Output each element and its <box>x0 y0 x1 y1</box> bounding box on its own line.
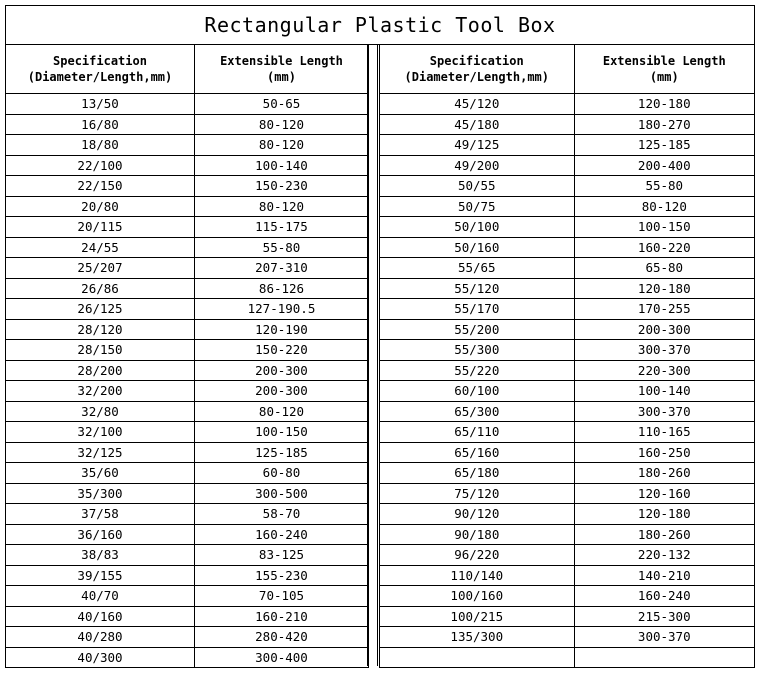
spec-cell: 36/160 <box>6 524 195 545</box>
length-cell: 300-370 <box>574 340 754 361</box>
table-row <box>6 524 369 545</box>
spec-cell: 50/55 <box>380 176 575 197</box>
table-row <box>380 135 755 156</box>
length-cell: 155-230 <box>195 565 369 586</box>
spec-cell: 28/120 <box>6 319 195 340</box>
table-row <box>6 278 369 299</box>
table-row <box>6 237 369 258</box>
length-cell: 83-125 <box>195 545 369 566</box>
spec-cell: 65/300 <box>380 401 575 422</box>
length-cell: 200-300 <box>195 360 369 381</box>
length-cell: 100-140 <box>574 381 754 402</box>
spec-cell: 35/60 <box>6 463 195 484</box>
table-row <box>380 340 755 361</box>
length-cell: 80-120 <box>195 401 369 422</box>
spec-cell: 49/125 <box>380 135 575 156</box>
length-cell: 200-400 <box>574 155 754 176</box>
table-row <box>6 586 369 607</box>
table-row <box>6 422 369 443</box>
table-row <box>6 606 369 627</box>
length-cell: 80-120 <box>195 135 369 156</box>
spec-cell: 60/100 <box>380 381 575 402</box>
spec-cell: 25/207 <box>6 258 195 279</box>
table-row <box>6 401 369 422</box>
spec-cell: 50/75 <box>380 196 575 217</box>
table-row <box>380 94 755 115</box>
spec-header: Specification (Diameter/Length,mm) <box>380 45 575 94</box>
table-row <box>380 319 755 340</box>
spec-cell: 90/120 <box>380 504 575 525</box>
length-cell: 300-370 <box>574 401 754 422</box>
table-row <box>380 360 755 381</box>
spec-cell: 55/220 <box>380 360 575 381</box>
left-spec-table <box>5 44 369 668</box>
table-row <box>380 524 755 545</box>
spec-cell: 40/70 <box>6 586 195 607</box>
spec-cell: 45/180 <box>380 114 575 135</box>
spec-cell: 28/150 <box>6 340 195 361</box>
table-row <box>380 401 755 422</box>
spec-cell: 65/160 <box>380 442 575 463</box>
length-cell: 55-80 <box>195 237 369 258</box>
spec-cell: 110/140 <box>380 565 575 586</box>
table-row <box>380 217 755 238</box>
spec-cell: 18/80 <box>6 135 195 156</box>
table-row <box>380 463 755 484</box>
spec-cell: 26/86 <box>6 278 195 299</box>
length-cell: 60-80 <box>195 463 369 484</box>
length-cell: 180-260 <box>574 463 754 484</box>
table-row <box>6 565 369 586</box>
table-row <box>380 606 755 627</box>
length-cell: 127-190.5 <box>195 299 369 320</box>
length-header: Extensible Length (mm) <box>574 45 754 94</box>
spec-cell: 26/125 <box>6 299 195 320</box>
spec-cell: 35/300 <box>6 483 195 504</box>
spec-cell: 38/83 <box>6 545 195 566</box>
length-header: Extensible Length (mm) <box>195 45 369 94</box>
table-row <box>6 319 369 340</box>
spec-cell <box>380 647 575 668</box>
spec-cell: 100/160 <box>380 586 575 607</box>
table-row <box>380 176 755 197</box>
table-row <box>6 442 369 463</box>
table-row <box>6 360 369 381</box>
spec-cell: 20/115 <box>6 217 195 238</box>
length-cell: 115-175 <box>195 217 369 238</box>
table-row <box>6 381 369 402</box>
length-cell: 50-65 <box>195 94 369 115</box>
table-row <box>380 114 755 135</box>
table-row <box>6 114 369 135</box>
length-cell: 215-300 <box>574 606 754 627</box>
table-row <box>380 381 755 402</box>
table-row <box>380 565 755 586</box>
length-cell: 150-220 <box>195 340 369 361</box>
table-row <box>380 196 755 217</box>
length-cell: 120-180 <box>574 504 754 525</box>
table-row <box>380 442 755 463</box>
length-cell: 160-210 <box>195 606 369 627</box>
spec-cell: 55/65 <box>380 258 575 279</box>
length-cell: 125-185 <box>574 135 754 156</box>
spec-cell: 55/170 <box>380 299 575 320</box>
right-spec-table <box>379 44 755 668</box>
table-row <box>6 647 369 668</box>
table-row <box>6 340 369 361</box>
spec-cell: 49/200 <box>380 155 575 176</box>
spec-header: Specification (Diameter/Length,mm) <box>6 45 195 94</box>
length-cell: 100-140 <box>195 155 369 176</box>
table-row <box>6 463 369 484</box>
length-cell: 160-250 <box>574 442 754 463</box>
length-cell: 170-255 <box>574 299 754 320</box>
spec-cell: 32/125 <box>6 442 195 463</box>
length-cell: 80-120 <box>574 196 754 217</box>
spec-cell: 55/120 <box>380 278 575 299</box>
length-cell: 100-150 <box>574 217 754 238</box>
length-cell: 125-185 <box>195 442 369 463</box>
length-cell: 140-210 <box>574 565 754 586</box>
length-cell: 120-160 <box>574 483 754 504</box>
length-cell: 80-120 <box>195 196 369 217</box>
length-cell: 160-240 <box>574 586 754 607</box>
table-row <box>6 627 369 648</box>
left-header-row <box>6 45 369 94</box>
table-row <box>380 586 755 607</box>
spec-cell: 90/180 <box>380 524 575 545</box>
spec-cell: 39/155 <box>6 565 195 586</box>
spec-cell: 135/300 <box>380 627 575 648</box>
spec-cell: 22/150 <box>6 176 195 197</box>
table-row <box>380 155 755 176</box>
spec-cell: 50/160 <box>380 237 575 258</box>
spec-cell: 22/100 <box>6 155 195 176</box>
length-cell: 120-180 <box>574 278 754 299</box>
spec-cell: 28/200 <box>6 360 195 381</box>
table-row <box>380 237 755 258</box>
spec-cell: 40/160 <box>6 606 195 627</box>
length-cell <box>574 647 754 668</box>
length-cell: 160-220 <box>574 237 754 258</box>
spec-cell: 37/58 <box>6 504 195 525</box>
length-cell: 65-80 <box>574 258 754 279</box>
table-row <box>6 299 369 320</box>
table-row <box>380 422 755 443</box>
table-row <box>380 278 755 299</box>
spec-cell: 45/120 <box>380 94 575 115</box>
length-cell: 300-500 <box>195 483 369 504</box>
length-cell: 80-120 <box>195 114 369 135</box>
spec-sheet <box>5 5 755 667</box>
table-row <box>6 155 369 176</box>
length-cell: 220-132 <box>574 545 754 566</box>
length-cell: 180-270 <box>574 114 754 135</box>
table-row <box>380 627 755 648</box>
table-row <box>6 176 369 197</box>
spec-cell: 32/80 <box>6 401 195 422</box>
length-cell: 200-300 <box>195 381 369 402</box>
length-cell: 160-240 <box>195 524 369 545</box>
length-cell: 300-370 <box>574 627 754 648</box>
length-cell: 300-400 <box>195 647 369 668</box>
spec-cell: 75/120 <box>380 483 575 504</box>
table-row <box>6 258 369 279</box>
length-cell: 86-126 <box>195 278 369 299</box>
spec-cell: 32/200 <box>6 381 195 402</box>
table-row <box>6 217 369 238</box>
right-header-row <box>380 45 755 94</box>
table-row <box>380 504 755 525</box>
spec-cell: 100/215 <box>380 606 575 627</box>
spec-cell: 96/220 <box>380 545 575 566</box>
length-cell: 200-300 <box>574 319 754 340</box>
spec-cell: 40/300 <box>6 647 195 668</box>
table-row <box>6 94 369 115</box>
spec-cell: 24/55 <box>6 237 195 258</box>
spec-cell: 20/80 <box>6 196 195 217</box>
length-cell: 180-260 <box>574 524 754 545</box>
length-cell: 55-80 <box>574 176 754 197</box>
table-row <box>6 196 369 217</box>
spec-cell: 16/80 <box>6 114 195 135</box>
table-row <box>380 483 755 504</box>
spec-cell: 65/180 <box>380 463 575 484</box>
spec-cell: 32/100 <box>6 422 195 443</box>
spec-cell: 50/100 <box>380 217 575 238</box>
length-cell: 70-105 <box>195 586 369 607</box>
length-cell: 150-230 <box>195 176 369 197</box>
table-row <box>380 545 755 566</box>
table-row <box>6 483 369 504</box>
column-gap <box>367 44 378 666</box>
table-row <box>6 135 369 156</box>
length-cell: 220-300 <box>574 360 754 381</box>
length-cell: 110-165 <box>574 422 754 443</box>
spec-cell: 55/300 <box>380 340 575 361</box>
length-cell: 280-420 <box>195 627 369 648</box>
spec-cell: 40/280 <box>6 627 195 648</box>
table-row <box>380 258 755 279</box>
table-title: Rectangular Plastic Tool Box <box>5 5 755 45</box>
table-row <box>6 504 369 525</box>
spec-cell: 13/50 <box>6 94 195 115</box>
length-cell: 120-180 <box>574 94 754 115</box>
length-cell: 207-310 <box>195 258 369 279</box>
length-cell: 58-70 <box>195 504 369 525</box>
spec-cell: 65/110 <box>380 422 575 443</box>
spec-cell: 55/200 <box>380 319 575 340</box>
table-row <box>6 545 369 566</box>
length-cell: 120-190 <box>195 319 369 340</box>
table-row <box>380 299 755 320</box>
length-cell: 100-150 <box>195 422 369 443</box>
table-row <box>380 647 755 668</box>
